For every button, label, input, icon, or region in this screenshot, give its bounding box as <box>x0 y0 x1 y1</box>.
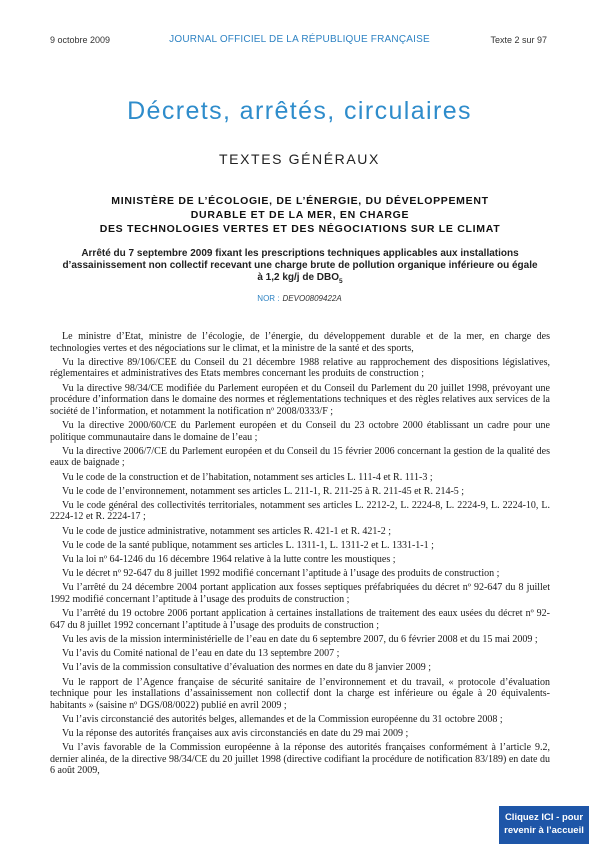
ministry-line: DURABLE ET DE LA MER, EN CHARGE <box>190 209 410 221</box>
back-button-line: revenir à l’accueil <box>504 825 584 836</box>
body-paragraph: Vu le code de justice administrative, notamment ses articles R. 421-1 et R. 421-2 ; <box>62 525 392 537</box>
body-paragraph: Vu le code de la construction et de l’habitation, notamment ses articles L. 111-4 et R. 111-3 ; <box>62 471 433 483</box>
body-paragraph: Vu l’arrêté du 24 décembre 2004 portant application aux fosses septiques préfabriquées du décret nº 92-647 du 8 juillet 1992 modifié concernant l’aptitude à l’usage des produits de construction ; <box>50 582 550 605</box>
body-paragraph: Vu le code de l’environnement, notamment ses articles L. 211-1, R. 211-25 à R. 211-45 et R. 214-5 ; <box>62 485 465 497</box>
back-button-line: Cliquez ICI - pour <box>504 812 584 823</box>
document-body <box>50 331 550 780</box>
arrete-title-subscript: 5 <box>339 278 343 285</box>
body-paragraph: Vu la loi nº 64-1246 du 16 décembre 1964 relative à la lutte contre les moustiques ; <box>62 554 396 566</box>
ministry-line: DES TECHNOLOGIES VERTES ET DES NÉGOCIATIONS SUR LE CLIMAT <box>99 223 501 235</box>
body-paragraph: Vu l’arrêté du 19 octobre 2006 portant application à certaines installations de traitement des eaux usées du décret nº 92-647 du 8 juillet 1992 concernant l’aptitude à l’usage des produits de construction ; <box>50 608 550 631</box>
publication-date: 9 octobre 2009 <box>50 35 111 45</box>
body-paragraph: Vu le rapport de l’Agence française de sécurité sanitaire de l’environnement et du travail, « protocole d’évaluation technique pour les installations d’assainissement non collectif dont la charge est inférieure ou égale à 20 équivalents-habitants » (saisine nº DGS/08/0022) publié en avril 2009 ; <box>50 676 550 711</box>
body-paragraph: Vu l’avis de la commission consultative d’évaluation des normes en date du 8 janvier 2009 ; <box>62 662 432 674</box>
body-paragraph: Vu l’avis circonstancié des autorités belges, allemandes et de la Commission européenne du 31 octobre 2008 ; <box>62 713 503 725</box>
nor-code: DEVO0809422A <box>282 294 342 303</box>
journal-title: JOURNAL OFFICIEL DE LA RÉPUBLIQUE FRANÇAISE <box>169 34 430 45</box>
body-paragraph: Vu le décret nº 92-647 du 8 juillet 1992 modifié concernant l’aptitude à l’usage des produits de construction ; <box>62 568 500 580</box>
section-title: Décrets, arrêtés, circulaires <box>127 97 472 125</box>
arrete-title <box>60 248 540 288</box>
body-paragraph: Vu la directive 2000/60/CE du Parlement européen et du Conseil du 23 octobre 2000 établissant un cadre pour une politique communautaire dans le domaine de l’eau ; <box>50 419 550 443</box>
body-paragraph: Vu l’avis du Comité national de l’eau en date du 13 septembre 2007 ; <box>62 648 340 660</box>
ministry-line: MINISTÈRE DE L’ÉCOLOGIE, DE L’ÉNERGIE, DU DÉVELOPPEMENT <box>111 195 489 207</box>
nor-reference <box>0 294 599 303</box>
ministry-heading <box>70 194 530 236</box>
body-paragraph: Vu le code général des collectivités territoriales, notamment ses articles L. 2212-2, L. 2224-8, L. 2224-9, L. 2224-10, L. 2224-12 et R. 2224-17 ; <box>50 499 550 523</box>
body-paragraph: Le ministre d’Etat, ministre de l’écologie, de l’énergie, du développement durable et de la mer, en charge des technologies vertes et des négociations sur le climat, et la ministre de la santé et des sports, <box>50 331 550 354</box>
body-paragraph: Vu les avis de la mission interministérielle de l’eau en date du 6 septembre 2007, du 6 février 2008 et du 15 mai 2009 ; <box>62 633 538 645</box>
page-header <box>0 0 599 50</box>
body-paragraph: Vu la réponse des autorités françaises aux avis circonstanciés en date du 29 mai 2009 ; <box>62 728 409 740</box>
arrete-title-text: Arrêté du 7 septembre 2009 fixant les prescriptions techniques applicables aux installations d’assainissement non collectif recevant une charge brute de pollution organique inférieure ou égale à 1,2 kg/j de DBO <box>62 248 538 283</box>
nor-label: NOR : <box>257 294 280 303</box>
page-indicator: Texte 2 sur 97 <box>490 35 547 45</box>
body-paragraph: Vu la directive 98/34/CE modifiée du Parlement européen et du Conseil du Parlement du 20 juillet 1998, prévoyant une procédure d’information dans le domaine des normes et réglementations techniques et des règles relatives aux services de la société de l’information, et notamment la notification nº 2008/0333/F ; <box>50 382 550 417</box>
body-paragraph: Vu la directive 2006/7/CE du Parlement européen et du Conseil du 15 février 2006 concernant la gestion de la qualité des eaux de baignade ; <box>50 445 550 469</box>
body-paragraph: Vu l’avis favorable de la Commission européenne à la réponse des autorités françaises conformément à l’article 9.2, dernier alinéa, de la directive 98/34/CE du 20 juillet 1998 (directive codifiant la procédure de notification 83/189) en date du 6 août 2009, <box>50 742 550 777</box>
body-paragraph: Vu la directive 89/106/CEE du Conseil du 21 décembre 1988 relative au rapprochement des dispositions législatives, réglementaires et administratives des Etats membres concernant les produits de construction ; <box>50 356 550 380</box>
back-to-home-button[interactable] <box>499 806 589 844</box>
body-paragraph: Vu le code de la santé publique, notamment ses articles L. 1311-1, L. 1311-2 et L. 1331-1-1 ; <box>62 539 434 551</box>
subsection-title: TEXTES GÉNÉRAUX <box>219 151 380 167</box>
